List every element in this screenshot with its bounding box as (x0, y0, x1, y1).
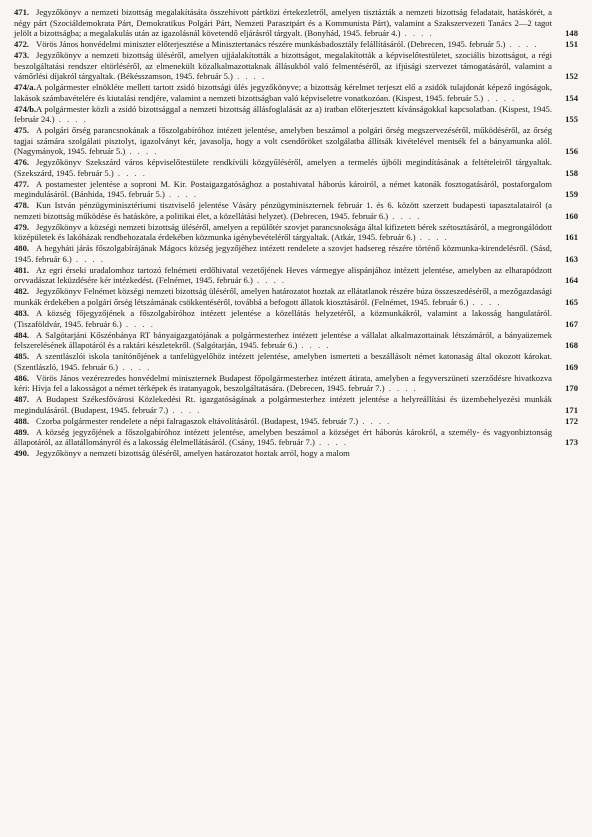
entry-number: 486. (14, 372, 30, 383)
list-item (14, 125, 578, 157)
entry-text: Jegyzőkönyv Szekszárd város képviselőtestülete rendkívüli közgyűléséről, amelyen a termelés újbóli megindításának a feltételeiről tárgyaltak. (Szekszárd, 1945. február 5.) (14, 157, 552, 178)
list-item (14, 200, 578, 221)
entry-text: Czorba polgármester rendelete a népi falragaszok eltávolításáról. (Budapest, 1945. február 7.) (36, 415, 359, 426)
entry-number: 479. (14, 221, 30, 232)
entry-text: A Budapest Székesfővárosi Közlekedési Rt. igazgatóságának a polgármesterhez intézett jelentése a helyreállítási és üzembehelyezési munkák megindulásáról. (Budapest, 1945. február 7.) (14, 394, 552, 415)
list-item (14, 7, 578, 39)
entry-text: A polgármester elnökléte mellett tartott zsidó bizottsági ülés jegyzőkönyve; a bizottság kérelmet terjeszt elő a zsidók tulajdonát képező ingóságok, lakások számbavételére és kiutalási rendjére, valamint a nemzeti bizottságban való képviseletre vonatkozóan. (Kispest, 1945. február 5.) (14, 82, 552, 103)
entry-text: A postamester jelentése a soproni M. Kir. Postaigazgatósághoz a postahivatal háborús károiról, a német katonák fosztogatásáról, postaforgalom megindulásáról. (Bánhida, 1945. február 5.) (14, 178, 552, 200)
page-number: 155 (565, 114, 578, 125)
list-item (14, 286, 578, 307)
entry-text: Jegyzőkönyv a nemzeti bizottság üléséről, amelyen határozatot hoztak arról, hogy a malom (36, 448, 350, 459)
entry-number: 489. (14, 426, 30, 437)
page-number: 152 (565, 71, 578, 82)
list-item (14, 265, 578, 286)
entry-text: A polgári őrség parancsnokának a főszolgabíróhoz intézett jelentése, amelyben beszámol a polgári őrség megszervezéséről, működéséről, az őrség tagjai számára szolgálati pisztolyt, igazolványt kér, javasolja, hogy a volt csendőröket szolgálatba állítsák kivételével mentsék fel a bányamunka alól. (Nagymányok, 1945. február 5.) (14, 125, 552, 157)
leader-dots: . . . . (118, 361, 152, 372)
leader-dots: . . . . (468, 297, 502, 308)
list-item (14, 373, 578, 394)
list-item (14, 394, 578, 415)
leader-dots: . . . . (388, 210, 422, 221)
page-number: 164 (565, 275, 578, 286)
entry-number: 485. (14, 351, 30, 362)
leader-dots: . . . . (54, 114, 88, 125)
entry-number: 477. (14, 178, 30, 189)
list-item (14, 448, 578, 459)
page-number: 154 (565, 92, 578, 103)
list-item (14, 222, 578, 243)
list-item (14, 39, 578, 50)
entry-text: A Salgótarjáni Kőszénbánya RT bányaigazgatójának a polgármesterhez intézett jelentése a vállalat alkalmazottainak létszámáról, a bányaüzemek felszerelésének állapotáról és a raktári készletekről. (Salgótarján, 1945. február 6.) (14, 329, 552, 351)
leader-dots: . . . . (384, 383, 418, 394)
list-item (14, 330, 578, 351)
entry-number: 481. (14, 264, 30, 275)
entry-number: 484. (14, 329, 30, 340)
page-number: 165 (565, 297, 578, 308)
leader-dots: . . . . (164, 189, 199, 200)
leader-dots: . . . . (113, 167, 147, 178)
list-item (14, 50, 578, 82)
page-number: 151 (565, 39, 578, 50)
entry-number: 480. (14, 243, 30, 254)
leader-dots: . . . . (125, 146, 159, 157)
leader-dots: . . . . (400, 28, 434, 39)
entry-number: 482. (14, 286, 30, 297)
entry-number: 475. (14, 125, 30, 136)
entry-text: A szentlászlói iskola tanítónőjének a tanfelügyelőhöz intézett jelentése, amelyben ismerteti a beszállásolt német katonaság által okozott károkat. (Szentlászló, 1945. február 6.) (14, 351, 552, 372)
page-number: 168 (565, 340, 578, 351)
entry-text: Jegyzőkönyv a községi nemzeti bizottság üléséről, amelyen a repülőtér szovjet parancsnoksága által kifizetett bérek szétosztásáról, a megrongálódott középületek és lakóházak rendbehozatala érdekében közmunka igénybevételéről tárgyaltak. (Atkár, 1945. február 6.) (14, 221, 552, 243)
page-number: 161 (565, 232, 578, 243)
entry-number: 487. (14, 394, 30, 405)
list-item (14, 243, 578, 264)
entry-text: A polgármester közli a zsidó bizottsággal a nemzeti bizottság állásfoglalását az a) iratban előterjesztett kívánságokkal kapcsolatban. (Kispest, 1945. február 24.) (14, 103, 552, 125)
page-number: 170 (565, 383, 578, 394)
page-number: 163 (565, 253, 578, 264)
list-item (14, 157, 578, 178)
entry-text: Kun István pénzügyminisztériumi tisztviselő jelentése Vásáry pénzügyminiszternek február 1. és 6. között szerzett budapesti tapasztalatairól (a nemzeti bizottság működése és hatásköre, a politikai élet, a közellátási helyzet). (Debrecen, 1945. február 6.) (14, 200, 552, 221)
list-item (14, 416, 578, 427)
list-item (14, 351, 578, 372)
entry-number: 474/a. (14, 82, 36, 93)
entry-text: Jegyzőkönyv Felnémet községi nemzeti bizottság üléséről, amelyen határozatot hoztak az ellátatlanok részére búza összeszedéséről, a mezőgazdasági munkák érdekében a polgári őrség létszámának csökkentéséről, továbbá a befogott állatok kiosztásáról. (Felnémet, 1945. február 6.) (14, 286, 552, 308)
entry-number: 472. (14, 39, 30, 50)
page-number: 148 (565, 28, 578, 39)
entry-text: Vörös János vezérezredes honvédelmi miniszternek Budapest főpolgármesterhez intézett átirata, amelyben a fegyverszüneti szerződésre hivatkozva kéri: Hívja fel a lakosságot a német térképek és iratanyagok, beszolgáltatására. (Debrecen, 1945. február 7.) (14, 372, 552, 394)
entry-number: 476. (14, 157, 30, 168)
leader-dots: . . . . (483, 92, 517, 103)
entry-number: 483. (14, 308, 30, 318)
entry-number: 478. (14, 200, 30, 211)
page-number: 172 (565, 415, 578, 426)
entry-text: A község jegyzőjének a főszolgabíróhoz intézett jelentése, amelyben beszámol a községet ért háborús károkról, a személy- és vagyonbiztonság állapotáról, az állatállományról és a lakosság élelmellátásáról. (Csány, 1945. február 7.) (14, 426, 552, 448)
page-number: 156 (565, 146, 578, 157)
leader-dots: . . . . (314, 437, 349, 448)
list-item (14, 308, 578, 329)
entry-number: 473. (14, 50, 30, 61)
leader-dots: . . . . (297, 340, 331, 351)
entry-text: A hegyháti járás főszolgabírájának Mágocs község jegyzőjéhez intézett rendelete a szovjet hadsereg részére történő közmunka-kirendelésről. (Sásd, 1945. február 6.) (14, 243, 552, 264)
leader-dots: . . . . (121, 318, 155, 329)
entry-number: 471. (14, 7, 30, 17)
page-number: 160 (565, 210, 578, 221)
leader-dots: . . . . (505, 39, 539, 50)
list-item (14, 427, 578, 448)
entry-number: 490. (14, 448, 30, 459)
entry-list (14, 7, 578, 459)
entry-text: Az egri érseki uradalomhoz tartozó felnémeti erdőhivatal vezetőjének Heves vármegye alispánjához intézett jelentése, amelyben az elharapódzott orvvadászat leküzdésére kér intézkedést. (Felnémet, 1945. február 6.) (14, 264, 552, 286)
entry-text: Vörös János honvédelmi miniszter előterjesztése a Minisztertanács részére munkásbadosztály felállításáról. (Debrecen, 1945. február 5.) (36, 39, 506, 50)
leader-dots: . . . . (71, 253, 105, 264)
leader-dots: . . . . (415, 232, 449, 243)
list-item (14, 104, 578, 125)
list-item (14, 82, 578, 103)
leader-dots: . . . . (252, 275, 287, 286)
page-number: 167 (565, 318, 578, 329)
page-number: 159 (565, 189, 578, 200)
leader-dots: . . . . (168, 404, 202, 415)
page-number: 171 (565, 404, 578, 415)
page-number: 169 (565, 361, 578, 372)
entry-text: Jegyzőkönyv a nemzeti bizottság megalakításáta összehívott pártközi értekezletről, amelyen tisztázták a nemzeti bizottság feladatait, hatáskörét, a négy párt (Szociáldemokrata Párt, Demokratikus Polgári Párt, Nemzeti Parasztpárt és a Kommunista Párt), valamint a Szakszervezeti Tanács 2—2 tagot jelölt a bizottságba; a megalakulás után az igazolásnál követendő eljárásról tárgyalt. (Bonyhád, 1945. február 4.) (14, 7, 552, 39)
list-item (14, 179, 578, 200)
leader-dots: . . . . (358, 415, 392, 426)
entry-text: Jegyzőkönyv a nemzeti bizottság üléséről, amelyen ujjáalakították a bizottságot, megalakították a képviselőtestületet, szociális bizottságot, a régi beszolgáltatási rendszer eltörléséről, az elmenekült közalkalmazottaknak állásukból való felmentéséről, az ifjúsági szervezet támogatásáról, valamint a vámőrlési díjakról tárgyaltak. (Békésszamson, 1945. február 5.) (14, 50, 552, 82)
entry-number: 474/b. (14, 103, 37, 114)
page-number: 173 (565, 437, 578, 448)
entry-text: A község főjegyzőjének a főszolgabíróhoz intézett jelentése a közellátás helyzetéről, a közmunkákról, valamint a lakosság hangulatáról. (Tiszaföldvár, 1945. február 6.) (14, 308, 552, 329)
leader-dots: . . . . (232, 71, 267, 82)
entry-number: 488. (14, 415, 30, 426)
page-number: 158 (565, 167, 578, 178)
